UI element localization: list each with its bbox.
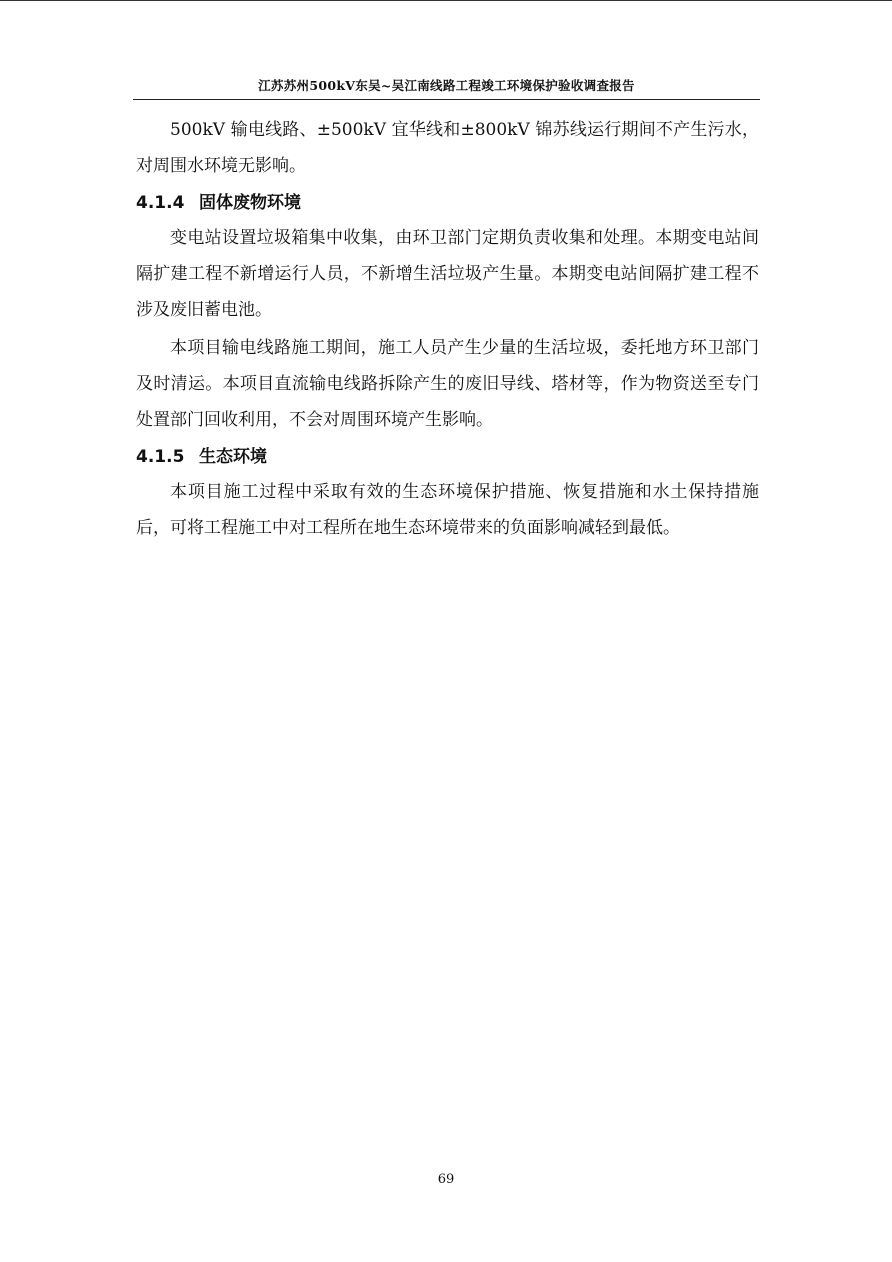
section-heading-4-1-4	[136, 186, 759, 220]
page-number: 69	[437, 1172, 455, 1187]
paragraph-water-impact: 500kV 输电线路、±500kV 宜华线和±800kV 锦苏线运行期间不产生污水，对周围水环境无影响。	[136, 120, 759, 176]
paragraph-substation-waste: 变电站设置垃圾箱集中收集，由环卫部门定期负责收集和处理。本期变电站间隔扩建工程不新增运行人员，不新增生活垃圾产生量。本期变电站间隔扩建工程不涉及废旧蓄电池。	[136, 228, 759, 320]
page-top-border	[0, 0, 892, 1]
section-title: 生态环境	[199, 447, 267, 467]
document-body	[136, 112, 759, 548]
section-number: 4.1.4	[136, 193, 185, 213]
paragraph-ecology: 本项目施工过程中采取有效的生态环境保护措施、恢复措施和水土保持措施后，可将工程施工中对工程所在地生态环境带来的负面影响减轻到最低。	[136, 482, 759, 538]
section-heading-4-1-5	[136, 440, 759, 474]
header-divider	[133, 99, 760, 100]
running-header: 江苏苏州500kV东吴~吴江南线路工程竣工环境保护验收调查报告	[258, 78, 635, 93]
paragraph-construction-waste: 本项目输电线路施工期间，施工人员产生少量的生活垃圾，委托地方环卫部门及时清运。本项目直流输电线路拆除产生的废旧导线、塔材等，作为物资送至专门处置部门回收利用，不会对周围环境产生影响。	[136, 338, 759, 430]
section-title: 固体废物环境	[199, 193, 301, 213]
section-number: 4.1.5	[136, 447, 185, 467]
